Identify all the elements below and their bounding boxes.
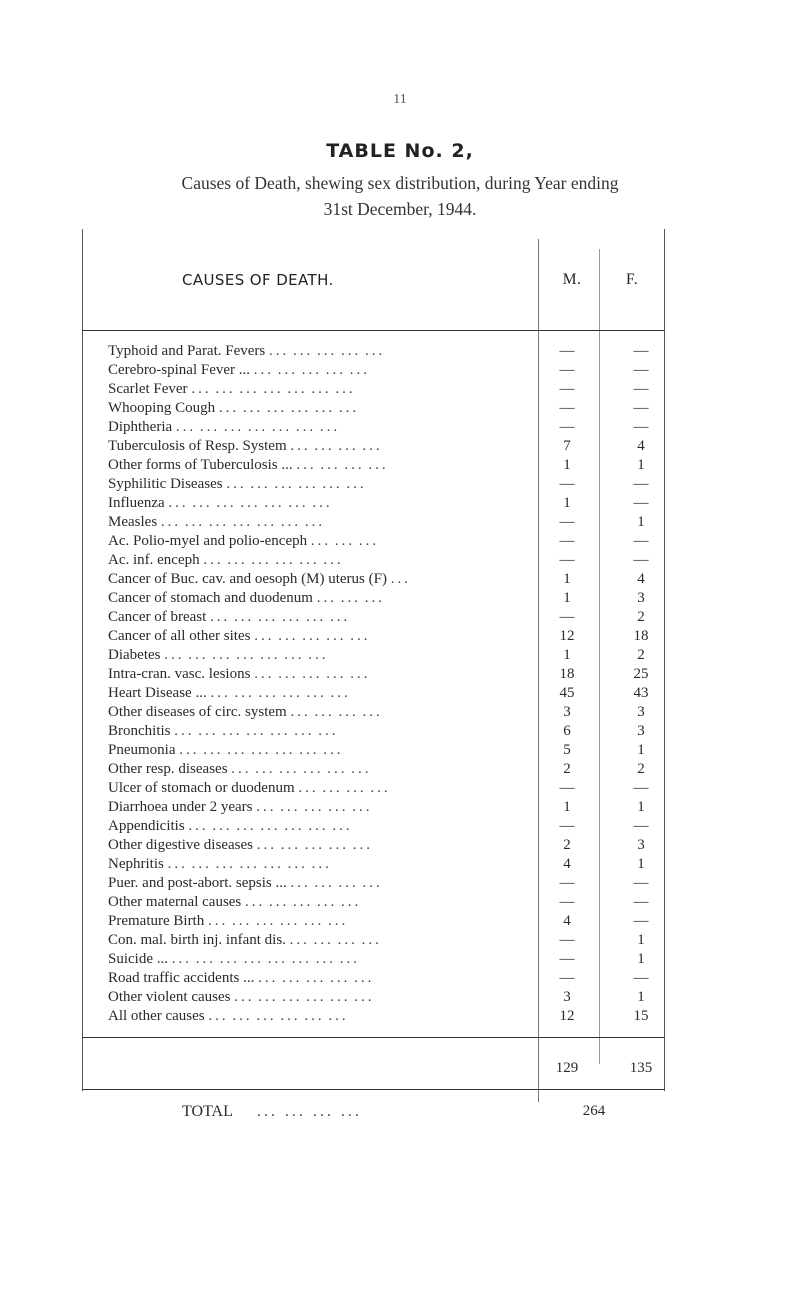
male-count: 4 [563, 913, 571, 929]
table-title: TABLE No. 2, [326, 140, 474, 162]
cause-cell: Other digestive diseases ... ... ... ... ... [108, 837, 373, 853]
male-count: 1 [563, 571, 571, 587]
table-row [82, 418, 665, 437]
male-count: — [559, 951, 575, 967]
female-count: 1 [637, 457, 645, 473]
female-count: — [633, 533, 649, 549]
cause-cell: Diarrhoea under 2 years ... ... ... ... ... [108, 799, 373, 815]
female-count: — [633, 362, 649, 378]
table-row [82, 646, 665, 665]
cause-cell: Measles ... ... ... ... ... ... ... [108, 514, 326, 530]
table-row [82, 361, 665, 380]
table-row [82, 874, 665, 893]
female-count: — [633, 818, 649, 834]
cause-cell: Cancer of stomach and duodenum ... ... ... [108, 590, 385, 606]
male-subtotal: 129 [555, 1060, 579, 1076]
female-count: 1 [637, 742, 645, 758]
male-count: 7 [563, 438, 571, 454]
male-count: — [559, 818, 575, 834]
cause-cell: Cerebro-spinal Fever ... ... ... ... ... ... [108, 362, 371, 378]
table-caption [0, 170, 800, 222]
table-row [82, 722, 665, 741]
cause-cell: Diabetes ... ... ... ... ... ... ... [108, 647, 329, 663]
female-count: 2 [637, 609, 645, 625]
cause-cell: Appendicitis ... ... ... ... ... ... ... [108, 818, 353, 834]
male-count: 4 [563, 856, 571, 872]
totals-rule [82, 1089, 665, 1090]
female-count: — [633, 970, 649, 986]
table-row [82, 380, 665, 399]
male-count: — [559, 381, 575, 397]
male-count: 12 [559, 628, 575, 644]
male-count: 2 [563, 761, 571, 777]
male-count: — [559, 875, 575, 891]
caption-line-2: 31st December, 1944. [323, 199, 477, 219]
female-count: 1 [637, 514, 645, 530]
female-count: 1 [637, 989, 645, 1005]
cause-cell: Other diseases of circ. system ... ... ... ... [108, 704, 383, 720]
female-count: 1 [637, 799, 645, 815]
cause-cell: Bronchitis ... ... ... ... ... ... ... [108, 723, 339, 739]
table-row [82, 969, 665, 988]
table-body [82, 342, 665, 1026]
male-count: — [559, 970, 575, 986]
male-count: 3 [563, 989, 571, 1005]
cause-cell: Scarlet Fever ... ... ... ... ... ... ... [108, 381, 356, 397]
male-count: 1 [563, 647, 571, 663]
table-row [82, 494, 665, 513]
female-count: — [633, 419, 649, 435]
female-count: 2 [637, 761, 645, 777]
table-row [82, 437, 665, 456]
table-row [82, 608, 665, 627]
male-count: 1 [563, 457, 571, 473]
cause-cell: Other violent causes ... ... ... ... ... ... [108, 989, 375, 1005]
grand-total: 264 [582, 1103, 606, 1119]
male-count: — [559, 476, 575, 492]
female-count: 3 [637, 704, 645, 720]
header-female: F. [625, 271, 639, 288]
header-rule [82, 330, 665, 331]
table-row [82, 760, 665, 779]
male-count: — [559, 419, 575, 435]
male-count: 45 [559, 685, 575, 701]
male-count: — [559, 780, 575, 796]
table-row [82, 988, 665, 1007]
cause-cell: Heart Disease ... ... ... ... ... ... ... [108, 685, 351, 701]
table-row [82, 703, 665, 722]
male-count: — [559, 343, 575, 359]
header-causes: CAUSES OF DEATH. [182, 271, 334, 289]
cause-cell: Con. mal. birth inj. infant dis. ... ... ... ... [108, 932, 382, 948]
table-row [82, 817, 665, 836]
male-count: — [559, 552, 575, 568]
female-subtotal: 135 [629, 1060, 653, 1076]
female-count: — [633, 343, 649, 359]
table-row [82, 475, 665, 494]
male-count: — [559, 514, 575, 530]
male-count: 5 [563, 742, 571, 758]
male-count: — [559, 362, 575, 378]
table-row [82, 665, 665, 684]
table-row [82, 893, 665, 912]
female-count: — [633, 875, 649, 891]
table-row [82, 551, 665, 570]
female-count: 25 [633, 666, 649, 682]
cause-cell: All other causes ... ... ... ... ... ... [108, 1008, 349, 1024]
male-count: 18 [559, 666, 575, 682]
table-row [82, 798, 665, 817]
female-count: 2 [637, 647, 645, 663]
male-count: 1 [563, 590, 571, 606]
table-row [82, 912, 665, 931]
table-row [82, 855, 665, 874]
female-count: — [633, 894, 649, 910]
total-label: TOTAL ... ... ... ... [182, 1103, 362, 1120]
female-count: — [633, 913, 649, 929]
female-count: — [633, 780, 649, 796]
cause-cell: Ulcer of stomach or duodenum ... ... ... ... [108, 780, 391, 796]
cause-cell: Intra-cran. vasc. lesions ... ... ... ... ... [108, 666, 371, 682]
table-row [82, 532, 665, 551]
female-count: 1 [637, 932, 645, 948]
table-row [82, 836, 665, 855]
cause-cell: Diphtheria ... ... ... ... ... ... ... [108, 419, 341, 435]
cause-cell: Cancer of Buc. cav. and oesoph (M) uterus (F) ... [108, 571, 411, 587]
female-count: 43 [633, 685, 649, 701]
cause-cell: Other forms of Tuberculosis ... ... ... ... ... [108, 457, 389, 473]
female-count: 3 [637, 723, 645, 739]
cause-cell: Whooping Cough ... ... ... ... ... ... [108, 400, 360, 416]
subtotal-rule [82, 1037, 665, 1038]
female-count: — [633, 381, 649, 397]
male-count: — [559, 533, 575, 549]
causes-of-death-table [82, 229, 665, 1120]
table-row [82, 342, 665, 361]
cause-cell: Typhoid and Parat. Fevers ... ... ... ... ... [108, 343, 386, 359]
female-count: 18 [633, 628, 649, 644]
male-count: — [559, 932, 575, 948]
cause-cell: Nephritis ... ... ... ... ... ... ... [108, 856, 332, 872]
table-row [82, 399, 665, 418]
cause-cell: Influenza ... ... ... ... ... ... ... [108, 495, 333, 511]
female-count: 4 [637, 438, 645, 454]
table-row [82, 570, 665, 589]
male-count: 1 [563, 495, 571, 511]
cause-cell: Cancer of breast ... ... ... ... ... ... [108, 609, 351, 625]
table-row [82, 513, 665, 532]
table-row [82, 779, 665, 798]
male-count: 3 [563, 704, 571, 720]
cause-cell: Cancer of all other sites ... ... ... ... ... [108, 628, 371, 644]
table-row [82, 456, 665, 475]
female-count: — [633, 476, 649, 492]
male-count: — [559, 894, 575, 910]
male-count: 2 [563, 837, 571, 853]
cause-cell: Other resp. diseases ... ... ... ... ... ... [108, 761, 372, 777]
cause-cell: Tuberculosis of Resp. System ... ... ... ... [108, 438, 383, 454]
cause-cell: Suicide ... ... ... ... ... ... ... ... ... [108, 951, 360, 967]
table-row [82, 627, 665, 646]
female-count: 4 [637, 571, 645, 587]
cause-cell: Ac. Polio-myel and polio-enceph ... ... ... [108, 533, 380, 549]
header-male: M. [562, 271, 582, 288]
female-count: 3 [637, 590, 645, 606]
cause-cell: Ac. inf. enceph ... ... ... ... ... ... [108, 552, 344, 568]
table-row [82, 684, 665, 703]
cause-cell: Other maternal causes ... ... ... ... ... [108, 894, 362, 910]
male-count: 6 [563, 723, 571, 739]
table-row [82, 1007, 665, 1026]
cause-cell: Syphilitic Diseases ... ... ... ... ... ... [108, 476, 367, 492]
female-count: 1 [637, 951, 645, 967]
male-count: — [559, 400, 575, 416]
cause-cell: Premature Birth ... ... ... ... ... ... [108, 913, 349, 929]
table-row [82, 741, 665, 760]
female-count: 15 [633, 1008, 649, 1024]
table-row [82, 950, 665, 969]
male-count: 12 [559, 1008, 575, 1024]
female-count: 3 [637, 837, 645, 853]
caption-line-1: Causes of Death, shewing sex distribution, during Year ending [181, 173, 619, 193]
table-row [82, 589, 665, 608]
female-count: — [633, 400, 649, 416]
cause-cell: Pneumonia ... ... ... ... ... ... ... [108, 742, 344, 758]
male-count: 1 [563, 799, 571, 815]
cause-cell: Road traffic accidents ... ... ... ... ... ... [108, 970, 375, 986]
female-count: — [633, 495, 649, 511]
page-number: 11 [393, 92, 407, 107]
female-count: — [633, 552, 649, 568]
table-row [82, 931, 665, 950]
female-count: 1 [637, 856, 645, 872]
male-count: — [559, 609, 575, 625]
cause-cell: Puer. and post-abort. sepsis ... ... ... ... ... [108, 875, 383, 891]
